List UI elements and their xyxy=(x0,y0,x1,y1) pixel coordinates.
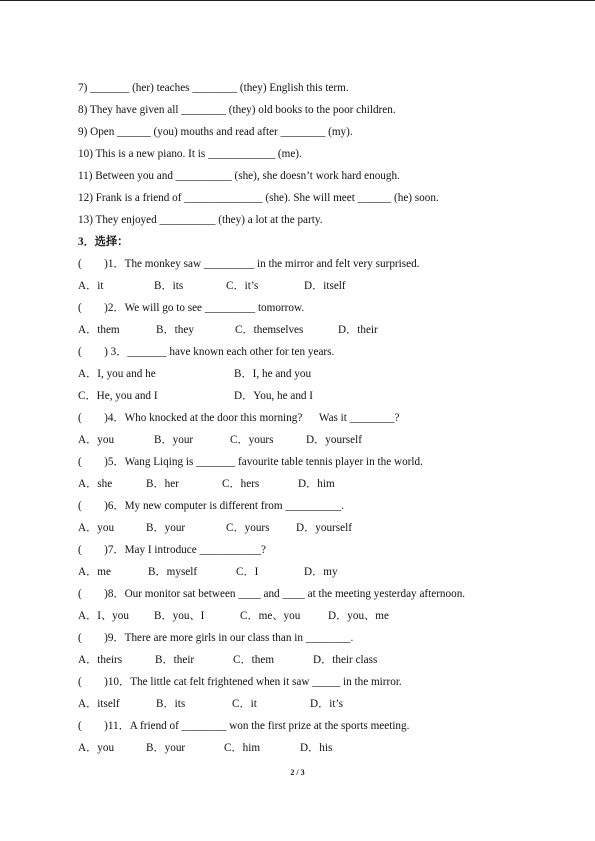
option-d: D．you、me xyxy=(328,610,389,622)
fill-line-7: 7) _______ (her) teaches ________ (they) English this term. xyxy=(78,82,349,94)
option-a: A．I, you and he xyxy=(78,368,156,380)
option-b: B．you、I xyxy=(154,610,205,622)
option-a: A．me xyxy=(78,566,111,578)
option-c: C．He, you and I xyxy=(78,390,158,402)
section-heading: 3．选择： xyxy=(78,236,129,248)
question-stem: ( )1．The monkey saw _________ in the mirror and felt very surprised. xyxy=(78,258,420,270)
option-b: B．your xyxy=(146,742,186,754)
option-c: C．him xyxy=(224,742,261,754)
worksheet-body xyxy=(78,78,558,760)
question-stem: ( )10．The little cat felt frightened when it saw _____ in the mirror. xyxy=(78,676,402,688)
option-c: C．yours xyxy=(230,434,274,446)
option-d: D．it’s xyxy=(310,698,343,710)
options-row xyxy=(78,364,558,386)
option-b: B．its xyxy=(156,698,186,710)
fill-line-12: 12) Frank is a friend of ______________ (she). She will meet ______ (he) soon. xyxy=(78,192,439,204)
option-a: A．she xyxy=(78,478,113,490)
question-stem: ( )2．We will go to see _________ tomorrow. xyxy=(78,302,305,314)
question-stem: ( )7．May I introduce ___________? xyxy=(78,544,266,556)
options-row xyxy=(78,518,558,540)
option-d: D．You, he and I xyxy=(234,390,314,402)
option-a: A．you xyxy=(78,742,115,754)
option-b: B．myself xyxy=(148,566,198,578)
options-row xyxy=(78,430,558,452)
option-d: D．his xyxy=(300,742,333,754)
option-c: C．it’s xyxy=(226,280,259,292)
question-stem: ( ) 3．_______ have known each other for ten years. xyxy=(78,346,335,358)
option-d: D．him xyxy=(298,478,335,490)
option-d: D．itself xyxy=(304,280,346,292)
options-row xyxy=(78,386,558,408)
question-stem: ( )5．Wang Liqing is _______ favourite table tennis player in the world. xyxy=(78,456,423,468)
options-row xyxy=(78,562,558,584)
fill-line-11: 11) Between you and __________ (she), she doesn’t work hard enough. xyxy=(78,170,400,182)
option-a: A．theirs xyxy=(78,654,123,666)
question-stem: ( )8．Our monitor sat between ____ and ____ at the meeting yesterday afternoon. xyxy=(78,588,466,600)
option-d: D．my xyxy=(304,566,338,578)
options-row xyxy=(78,276,558,298)
question-stem: ( )9．There are more girls in our class than in ________. xyxy=(78,632,354,644)
option-c: C．yours xyxy=(226,522,270,534)
options-row xyxy=(78,320,558,342)
fill-line-9: 9) Open ______ (you) mouths and read after ________ (my). xyxy=(78,126,353,138)
option-b: B．their xyxy=(155,654,195,666)
page-number: 2 / 3 xyxy=(290,768,305,777)
option-b: B．they xyxy=(156,324,194,336)
question-stem: ( )4．Who knocked at the door this morning? Was it ________? xyxy=(78,412,400,424)
option-c: C．themselves xyxy=(235,324,304,336)
option-b: B．your xyxy=(154,434,194,446)
fill-line-13: 13) They enjoyed __________ (they) a lot at the party. xyxy=(78,214,323,226)
options-row xyxy=(78,606,558,628)
options-row xyxy=(78,694,558,716)
option-a: A．you xyxy=(78,522,115,534)
option-d: D．yourself xyxy=(306,434,362,446)
option-c: C．hers xyxy=(222,478,260,490)
fill-line-10: 10) This is a new piano. It is ____________ (me). xyxy=(78,148,302,160)
question-stem: ( )6．My new computer is different from __________. xyxy=(78,500,345,512)
option-c: C．I xyxy=(236,566,259,578)
option-d: D．their class xyxy=(313,654,378,666)
fill-line-8: 8) They have given all ________ (they) old books to the poor children. xyxy=(78,104,396,116)
options-row xyxy=(78,738,558,760)
option-a: A．them xyxy=(78,324,120,336)
option-b: B．I, he and you xyxy=(234,368,312,380)
top-rule xyxy=(0,0,595,1)
option-c: C．them xyxy=(233,654,275,666)
option-a: A．it xyxy=(78,280,104,292)
option-c: C．me、you xyxy=(240,610,301,622)
option-b: B．her xyxy=(146,478,179,490)
options-row xyxy=(78,474,558,496)
option-a: A．I、you xyxy=(78,610,129,622)
options-row xyxy=(78,650,558,672)
option-a: A．you xyxy=(78,434,115,446)
option-d: D．their xyxy=(338,324,378,336)
question-stem: ( )11．A friend of ________ won the first prize at the sports meeting. xyxy=(78,720,410,732)
option-d: D．yourself xyxy=(296,522,352,534)
option-b: B．its xyxy=(154,280,184,292)
option-c: C．it xyxy=(232,698,257,710)
option-b: B．your xyxy=(146,522,186,534)
option-a: A．itself xyxy=(78,698,120,710)
